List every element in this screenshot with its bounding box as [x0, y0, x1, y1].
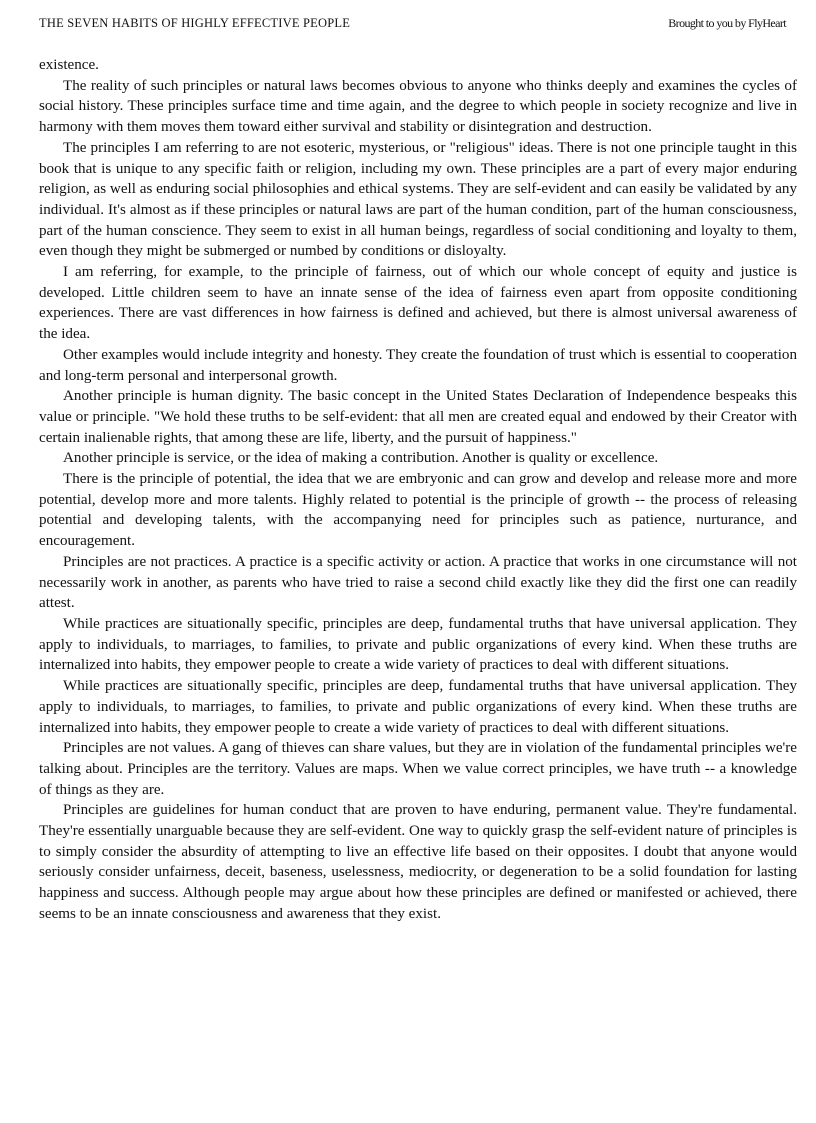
paragraph: There is the principle of potential, the idea that we are embryonic and can grow and develop and release more and more potential, develop more and more talents. Highly related to potential is the principle of growth -- the process of releasing potential and developing talents, with the accompanying need for principles such as patience, nurturance, and encouragement. — [39, 471, 797, 550]
paragraph: The principles I am referring to are not esoteric, mysterious, or "religious" ideas. There is not one principle taught in this book that is unique to any specific faith or religion, including my own. These principles are a part of every major enduring religion, as well as enduring social philosophies and ethical systems. They are self-evident and can easily be validated by any individual. It's almost as if these principles or natural laws are part of the human condition, part of the human consciousness, part of the human conscience. They seem to exist in all human beings, regardless of social conditioning and loyalty to them, even though they might be submerged or numbed by conditions or disloyalty. — [39, 139, 797, 260]
running-header — [39, 16, 786, 34]
paragraph: Other examples would include integrity and honesty. They create the foundation of trust which is essential to cooperation and long-term personal and interpersonal growth. — [39, 346, 797, 384]
book-title-header: THE SEVEN HABITS OF HIGHLY EFFECTIVE PEOPLE — [39, 16, 351, 30]
paragraph: Another principle is service, or the idea of making a contribution. Another is quality or excellence. — [63, 450, 659, 467]
paragraph: The reality of such principles or natural laws becomes obvious to anyone who thinks deeply and examines the cycles of social history. These principles surface time and time again, and the degree to which people in society recognize and live in harmony with them moves them toward either survival and stability or disintegration and destruction. — [39, 77, 797, 136]
paragraph-continuation: existence. — [39, 57, 99, 73]
paragraph: Principles are not practices. A practice is a specific activity or action. A practice that works in one circumstance will not necessarily work in another, as parents who have tried to raise a second child exactly like they did the first one can readily attest. — [39, 553, 797, 612]
credit-header: Brought to you by FlyHeart — [668, 16, 786, 30]
paragraph: While practices are situationally specific, principles are deep, fundamental truths that have universal application. They apply to individuals, to marriages, to families, to private and public organizations of every kind. When these truths are internalized into habits, they empower people to create a wide variety of practices to deal with different situations. — [39, 615, 797, 674]
paragraph: While practices are situationally specific, principles are deep, fundamental truths that have universal application. They apply to individuals, to marriages, to families, to private and public organizations of every kind. When these truths are internalized into habits, they empower people to create a wide variety of practices to deal with different situations. — [39, 678, 797, 736]
body-text — [39, 55, 797, 925]
paragraph: Another principle is human dignity. The basic concept in the United States Declaration of Independence bespeaks this value or principle. "We hold these truths to be self-evident: that all men are created equal and endowed by their Creator with certain inalienable rights, that among these are life, liberty, and the pursuit of happiness." — [39, 388, 797, 446]
paragraph: Principles are not values. A gang of thieves can share values, but they are in violation of the fundamental principles we're talking about. Principles are the territory. Values are maps. When we value correct principles, we have truth -- a knowledge of things as they are. — [39, 740, 797, 798]
paragraph: I am referring, for example, to the principle of fairness, out of which our whole concept of equity and justice is developed. Little children seem to have an innate sense of the idea of fairness even apart from opposite conditioning experiences. There are vast differences in how fairness is defined and achieved, but there is almost universal awareness of the idea. — [39, 264, 797, 343]
paragraph: Principles are guidelines for human conduct that are proven to have enduring, permanent value. They're fundamental. They're essentially unarguable because they are self-evident. One way to quickly grasp the self-evident nature of principles is to simply consider the absurdity of attempting to live an effective life based on their opposites. I doubt that anyone would seriously consider unfairness, deceit, baseness, uselessness, mediocrity, or degeneration to be a solid foundation for lasting happiness and success. Although people may argue about how these principles are defined or manifested or achieved, there seems to be an innate consciousness and awareness that they exist. — [39, 802, 797, 922]
